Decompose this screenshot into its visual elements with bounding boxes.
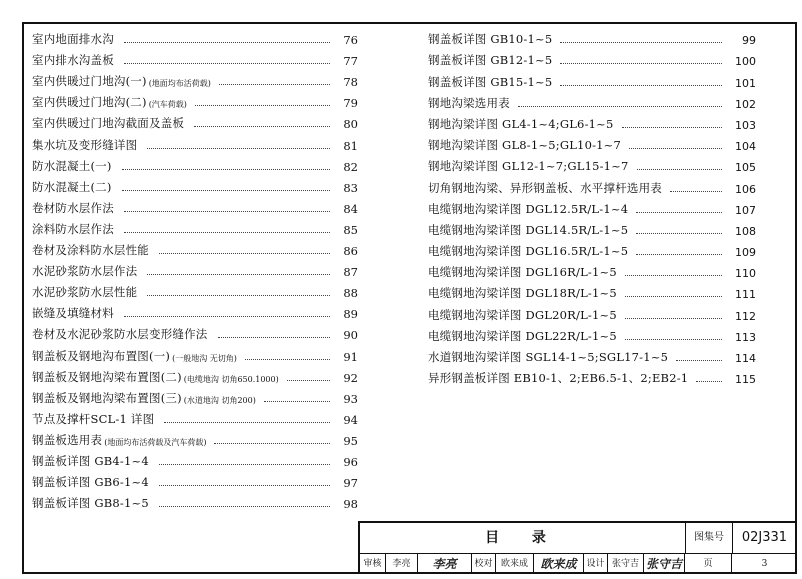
dot-leader <box>560 63 722 64</box>
entry-page: 105 <box>735 161 756 175</box>
toc-entry[interactable] <box>428 26 756 47</box>
reviewer-name: 李亮 <box>386 554 418 574</box>
entry-page: 103 <box>735 118 756 132</box>
drawing-title: 目 录 <box>485 530 560 546</box>
dot-leader <box>636 212 722 213</box>
entry-page: 113 <box>735 330 756 344</box>
entry-title: 钢地沟梁详图 GL4-1~4;GL6-1~5 <box>428 116 614 131</box>
entry-page: 109 <box>735 246 756 260</box>
entry-page: 79 <box>343 96 358 111</box>
entry-title: 节点及撑杆SCL-1 详图 <box>32 411 155 426</box>
toc-entry[interactable] <box>32 469 358 490</box>
title-block <box>358 521 797 574</box>
toc-entry[interactable] <box>32 490 358 511</box>
entry-note: (水道地沟 切角200) <box>183 395 256 405</box>
dot-leader <box>147 274 330 275</box>
dot-leader <box>287 380 330 381</box>
entry-page: 77 <box>343 54 358 69</box>
entry-page: 87 <box>343 265 358 280</box>
entry-title: 电缆钢地沟梁详图 DGL12.5R/L-1~4 <box>428 201 629 216</box>
entry-page: 84 <box>343 201 358 216</box>
entry-title: 钢盖板详图 GB12-1~5 <box>428 53 553 68</box>
entry-page: 112 <box>735 309 756 323</box>
entry-title: 电缆钢地沟梁详图 DGL20R/L-1~5 <box>428 307 617 322</box>
toc-entry[interactable] <box>428 153 756 174</box>
dot-leader <box>636 254 722 255</box>
check-label: 校对 <box>472 554 496 574</box>
toc-entry[interactable] <box>32 68 358 89</box>
toc-entry[interactable] <box>32 216 358 237</box>
entry-title: 钢地沟梁详图 GL12-1~7;GL15-1~7 <box>428 159 629 174</box>
dot-leader <box>124 63 330 64</box>
entry-note: (地面均布活荷载及汽车荷载) <box>104 437 207 447</box>
entry-page: 85 <box>343 222 358 237</box>
dot-leader <box>560 85 722 86</box>
dot-leader <box>159 464 330 465</box>
entry-title: 钢盖板详图 GB8-1~5 <box>32 496 149 511</box>
dot-leader <box>625 339 722 340</box>
toc-entry[interactable] <box>32 153 358 174</box>
entry-title: 室内排水沟盖板 <box>32 53 114 68</box>
entry-title: 室内供暖过门地沟截面及盖板 <box>32 116 185 131</box>
toc-entry[interactable] <box>32 300 358 321</box>
entry-page: 107 <box>735 203 756 217</box>
entry-page: 96 <box>343 454 358 469</box>
entry-page: 88 <box>343 286 358 301</box>
toc-entry[interactable] <box>32 406 358 427</box>
entry-page: 78 <box>343 75 358 90</box>
entry-title: 钢地沟梁详图 GL8-1~5;GL10-1~7 <box>428 138 622 153</box>
entry-title: 卷材及涂料防水层性能 <box>32 243 149 258</box>
toc-entry[interactable] <box>428 259 756 280</box>
toc-entry[interactable] <box>32 174 358 195</box>
entry-page: 100 <box>735 55 756 69</box>
entry-note: (电缆地沟 切角650.1000) <box>183 374 279 384</box>
entry-title: 异形钢盖板详图 EB10-1、2;EB6.5-1、2;EB2-1 <box>428 371 689 386</box>
dot-leader <box>676 360 722 361</box>
entry-page: 97 <box>343 476 358 491</box>
toc-entry[interactable] <box>428 323 756 344</box>
entry-page: 80 <box>343 117 358 132</box>
designer-signature: 张守吉 <box>644 554 685 574</box>
toc-entry[interactable] <box>428 280 756 301</box>
toc-entry[interactable] <box>32 47 358 68</box>
dot-leader <box>124 42 330 43</box>
toc-entry[interactable] <box>428 196 756 217</box>
toc-entry[interactable] <box>32 342 358 363</box>
toc-entry[interactable] <box>428 111 756 132</box>
dot-leader <box>622 127 722 128</box>
dot-leader <box>625 318 722 319</box>
dot-leader <box>122 190 330 191</box>
entry-page: 99 <box>742 34 756 48</box>
dot-leader <box>124 232 330 233</box>
entry-title: 水泥砂浆防水层作法 <box>32 264 138 279</box>
entry-page: 83 <box>343 180 358 195</box>
dot-leader <box>219 84 330 85</box>
entry-title: 集水坑及变形缝详图 <box>32 137 138 152</box>
entry-title: 卷材及水泥砂浆防水层变形缝作法 <box>32 327 208 342</box>
dot-leader <box>195 105 330 106</box>
entry-title: 钢盖板详图 GB15-1~5 <box>428 74 553 89</box>
entry-title: 电缆钢地沟梁详图 DGL22R/L-1~5 <box>428 328 617 343</box>
dot-leader <box>122 169 330 170</box>
dot-leader <box>159 506 330 507</box>
dot-leader <box>159 253 330 254</box>
entry-page: 115 <box>735 373 756 387</box>
review-label: 审核 <box>360 554 386 574</box>
toc-entry[interactable] <box>32 131 358 152</box>
entry-note: (一般地沟 无切角) <box>172 353 237 363</box>
entry-title: 钢盖板详图 GB6-1~4 <box>32 475 149 490</box>
entry-title: 电缆钢地沟梁详图 DGL14.5R/L-1~5 <box>428 222 629 237</box>
entry-title: 钢盖板详图 GB10-1~5 <box>428 32 553 47</box>
entry-page: 101 <box>735 76 756 90</box>
entry-title: 电缆钢地沟梁详图 DGL16R/L-1~5 <box>428 265 617 280</box>
entry-title: 室内地面排水沟 <box>32 32 114 47</box>
entry-page: 110 <box>735 267 756 281</box>
title-block-signature-row <box>360 554 797 574</box>
entry-page: 104 <box>735 140 756 154</box>
title-block-top-row <box>360 523 797 554</box>
entry-page: 81 <box>343 138 358 153</box>
toc-entry[interactable] <box>428 365 756 386</box>
entry-page: 91 <box>343 349 358 364</box>
toc-right-column <box>428 26 756 386</box>
entry-page: 93 <box>343 391 358 406</box>
dot-leader <box>670 191 722 192</box>
entry-note: (地面均布活荷载) <box>148 79 211 89</box>
entry-title: 卷材防水层作法 <box>32 200 114 215</box>
toc-entry[interactable] <box>428 344 756 365</box>
entry-page: 92 <box>343 370 358 385</box>
entry-title: 钢盖板详图 GB4-1~4 <box>32 453 149 468</box>
toc-entry[interactable] <box>428 68 756 89</box>
entry-title: 电缆钢地沟梁详图 DGL18R/L-1~5 <box>428 286 617 301</box>
dot-leader <box>560 42 722 43</box>
dot-leader <box>194 126 330 127</box>
dot-leader <box>147 295 330 296</box>
entry-title: 涂料防水层作法 <box>32 221 114 236</box>
dot-leader <box>264 401 330 402</box>
toc-entry[interactable] <box>428 90 756 111</box>
entry-title: 嵌缝及填缝材料 <box>32 306 114 321</box>
entry-page: 98 <box>343 497 358 512</box>
toc-entry[interactable] <box>428 47 756 68</box>
set-number-label: 图集号 <box>685 523 733 553</box>
toc-entry[interactable] <box>32 237 358 258</box>
dot-leader <box>147 148 330 149</box>
entry-title: 切角钢地沟梁、异形钢盖板、水平撑杆选用表 <box>428 180 662 195</box>
toc-entry[interactable] <box>32 279 358 300</box>
design-label: 设计 <box>584 554 608 574</box>
entry-title: 钢盖板选用表 <box>32 432 103 447</box>
dot-leader <box>124 316 330 317</box>
dot-leader <box>164 422 330 423</box>
dot-leader <box>625 275 722 276</box>
toc-entry[interactable] <box>32 26 358 47</box>
entry-title: 室内供暖过门地沟(一) <box>32 74 147 89</box>
entry-page: 86 <box>343 244 358 259</box>
toc-entry[interactable] <box>428 238 756 259</box>
page-label: 页 <box>685 554 732 574</box>
entry-title: 水道钢地沟梁详图 SGL14-1~5;SGL17-1~5 <box>428 350 669 364</box>
toc-entry[interactable] <box>32 258 358 279</box>
toc-entry[interactable] <box>32 195 358 216</box>
entry-title: 防水混凝土(二) <box>32 179 112 194</box>
entry-page: 102 <box>735 97 756 111</box>
entry-title: 水泥砂浆防水层性能 <box>32 285 138 300</box>
entry-page: 106 <box>735 182 756 196</box>
entry-page: 94 <box>343 412 358 427</box>
dot-leader <box>124 211 330 212</box>
checker-name: 欧来成 <box>496 554 534 574</box>
entry-title: 防水混凝土(一) <box>32 158 112 173</box>
dot-leader <box>214 443 330 444</box>
entry-title: 钢地沟梁选用表 <box>428 95 510 110</box>
entry-title: 室内供暖过门地沟(二) <box>32 95 147 110</box>
toc-entry[interactable] <box>428 301 756 322</box>
dot-leader <box>636 233 722 234</box>
toc-entry[interactable] <box>428 132 756 153</box>
dot-leader <box>518 106 722 107</box>
entry-page: 76 <box>343 33 358 48</box>
entry-page: 82 <box>343 159 358 174</box>
entry-page: 114 <box>735 352 756 365</box>
dot-leader <box>637 169 722 170</box>
entry-page: 90 <box>343 328 358 343</box>
dot-leader <box>245 359 330 360</box>
entry-page: 89 <box>343 307 358 322</box>
reviewer-signature: 李亮 <box>418 554 472 574</box>
entry-page: 111 <box>735 288 756 302</box>
toc-entry[interactable] <box>32 110 358 131</box>
entry-title: 钢盖板及钢地沟布置图(一) <box>32 348 171 363</box>
toc-entry[interactable] <box>32 321 358 342</box>
entry-title: 钢盖板及钢地沟梁布置图(二) <box>32 369 182 384</box>
page-number: 3 <box>761 559 768 569</box>
toc-entry[interactable] <box>32 427 358 448</box>
toc-entry[interactable] <box>32 448 358 469</box>
toc-entry[interactable] <box>428 217 756 238</box>
set-number: 02J331 <box>741 530 788 545</box>
dot-leader <box>629 148 722 149</box>
dot-leader <box>696 381 722 382</box>
dot-leader <box>159 485 330 486</box>
toc-entry[interactable] <box>32 89 358 110</box>
entry-title: 电缆钢地沟梁详图 DGL16.5R/L-1~5 <box>428 244 629 259</box>
entry-page: 108 <box>735 224 756 238</box>
entry-note: (汽车荷载) <box>148 100 187 110</box>
checker-signature: 欧来成 <box>534 554 584 574</box>
entry-title: 钢盖板及钢地沟梁布置图(三) <box>32 390 182 405</box>
designer-name: 张守吉 <box>608 554 644 574</box>
entry-page: 95 <box>343 433 358 448</box>
toc-entry[interactable] <box>428 174 756 195</box>
toc-entry[interactable] <box>32 385 358 406</box>
toc-entry[interactable] <box>32 364 358 385</box>
toc-left-column <box>32 26 358 511</box>
dot-leader <box>625 296 722 297</box>
dot-leader <box>218 337 331 338</box>
